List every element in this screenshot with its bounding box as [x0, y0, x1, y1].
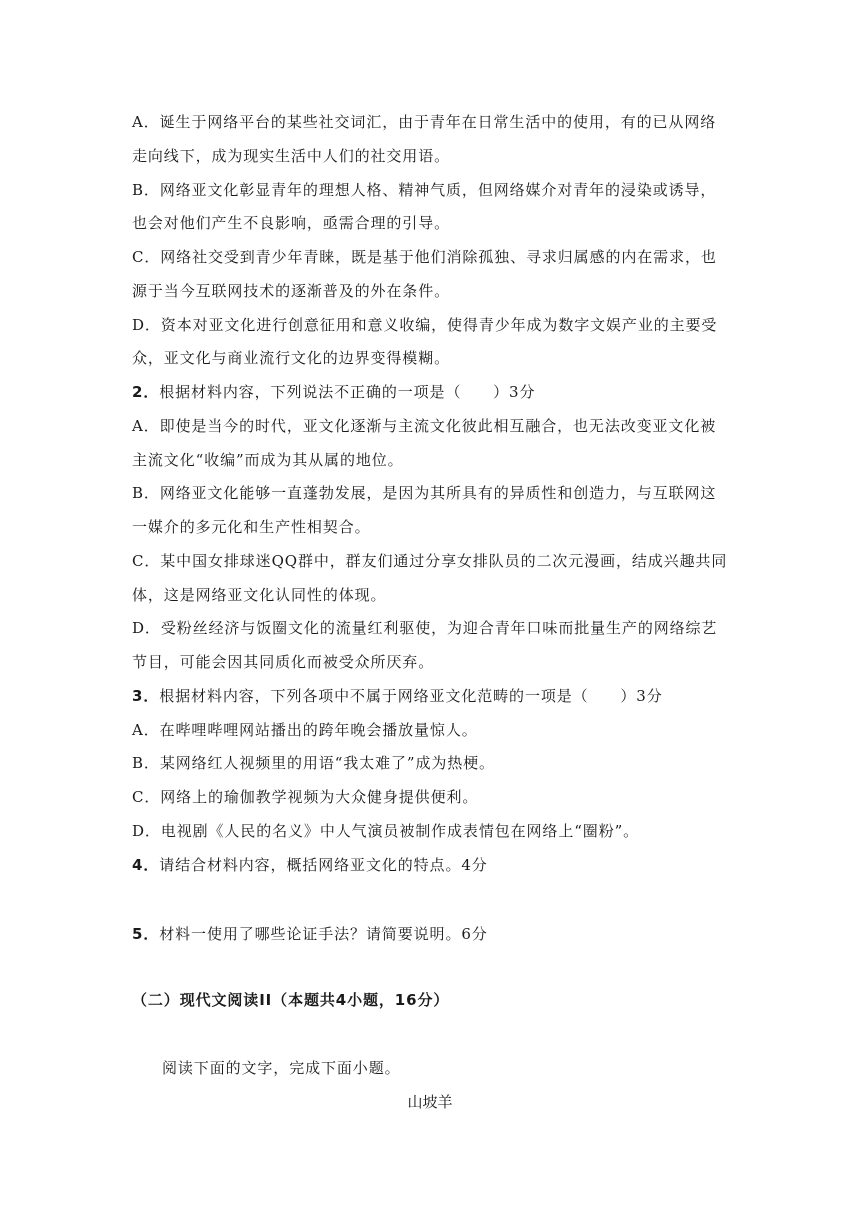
question-5-number: 5．	[132, 925, 160, 943]
question-2	[132, 382, 732, 402]
q1-option-b-line2: 也会对他们产生不良影响，亟需合理的引导。	[132, 214, 451, 232]
question-2-stem: 根据材料内容，下列说法不正确的一项是（ ）3分	[159, 383, 536, 401]
reading-instruction: 阅读下面的文字，完成下面小题。	[162, 1059, 401, 1077]
q1-option-d-line2: 众，亚文化与商业流行文化的边界变得模糊。	[132, 349, 451, 367]
q1-option-a-line1: A．诞生于网络平台的某些社交词汇，由于青年在日常生活中的使用，有的已从网络	[132, 113, 717, 131]
q1-option-c-line1: C．网络社交受到青少年青睐，既是基于他们消除孤独、寻求归属感的内在需求，也	[132, 248, 717, 266]
question-4-stem: 请结合材料内容，概括网络亚文化的特点。4分	[159, 856, 488, 874]
q1-option-b-line1: B．网络亚文化彰显青年的理想人格、精神气质，但网络媒介对青年的浸染或诱导，	[132, 181, 717, 199]
question-3-stem: 根据材料内容，下列各项中不属于网络亚文化范畴的一项是（ ）3分	[159, 687, 663, 705]
q2-option-d-line1: D．受粉丝经济与饭圈文化的流量红利驱使，为迎合青年口味而批量生产的网络综艺	[132, 619, 718, 637]
question-3-number: 3．	[132, 687, 160, 705]
q3-option-a: A．在哔哩哔哩网站播出的跨年晚会播放量惊人。	[132, 721, 478, 739]
q1-option-a-line2: 走向线下，成为现实生活中人们的社交用语。	[132, 147, 451, 165]
q3-option-d: D．电视剧《人民的名义》中人气演员被制作成表情包在网络上“圈粉”。	[132, 822, 640, 840]
q2-option-a-line2: 主流文化“收编”而成为其从属的地位。	[132, 451, 404, 469]
section-heading: （二）现代文阅读II（本题共4小题，16分）	[132, 991, 450, 1009]
passage-title: 山坡羊	[407, 1093, 453, 1111]
q1-option-d-line1: D．资本对亚文化进行创意征用和意义收编，使得青少年成为数字文娱产业的主要受	[132, 316, 718, 334]
question-4	[132, 855, 732, 875]
q2-option-b-line2: 一媒介的多元化和生产性相契合。	[132, 518, 371, 536]
q3-option-c: C．网络上的瑜伽教学视频为大众健身提供便利。	[132, 788, 479, 806]
q3-option-b: B．某网络红人视频里的用语“我太难了”成为热梗。	[132, 754, 495, 772]
q1-option-c-line2: 源于当今互联网技术的逐渐普及的外在条件。	[132, 282, 451, 300]
q2-option-c-line1: C．某中国女排球迷QQ群中，群友们通过分享女排队员的二次元漫画，结成兴趣共同	[132, 552, 728, 570]
q2-option-d-line2: 节目，可能会因其同质化而被受众所厌弃。	[132, 653, 435, 671]
question-3	[132, 686, 732, 706]
q2-option-c-line2: 体，这是网络亚文化认同性的体现。	[132, 586, 387, 604]
question-5	[132, 924, 732, 944]
q2-option-b-line1: B．网络亚文化能够一直蓬勃发展，是因为其所具有的异质性和创造力，与互联网这	[132, 484, 717, 502]
question-5-stem: 材料一使用了哪些论证手法？请简要说明。6分	[159, 925, 488, 943]
q2-option-a-line1: A．即使是当今的时代，亚文化逐渐与主流文化彼此相互融合，也无法改变亚文化被	[132, 417, 717, 435]
question-4-number: 4．	[132, 856, 160, 874]
question-2-number: 2．	[132, 383, 160, 401]
